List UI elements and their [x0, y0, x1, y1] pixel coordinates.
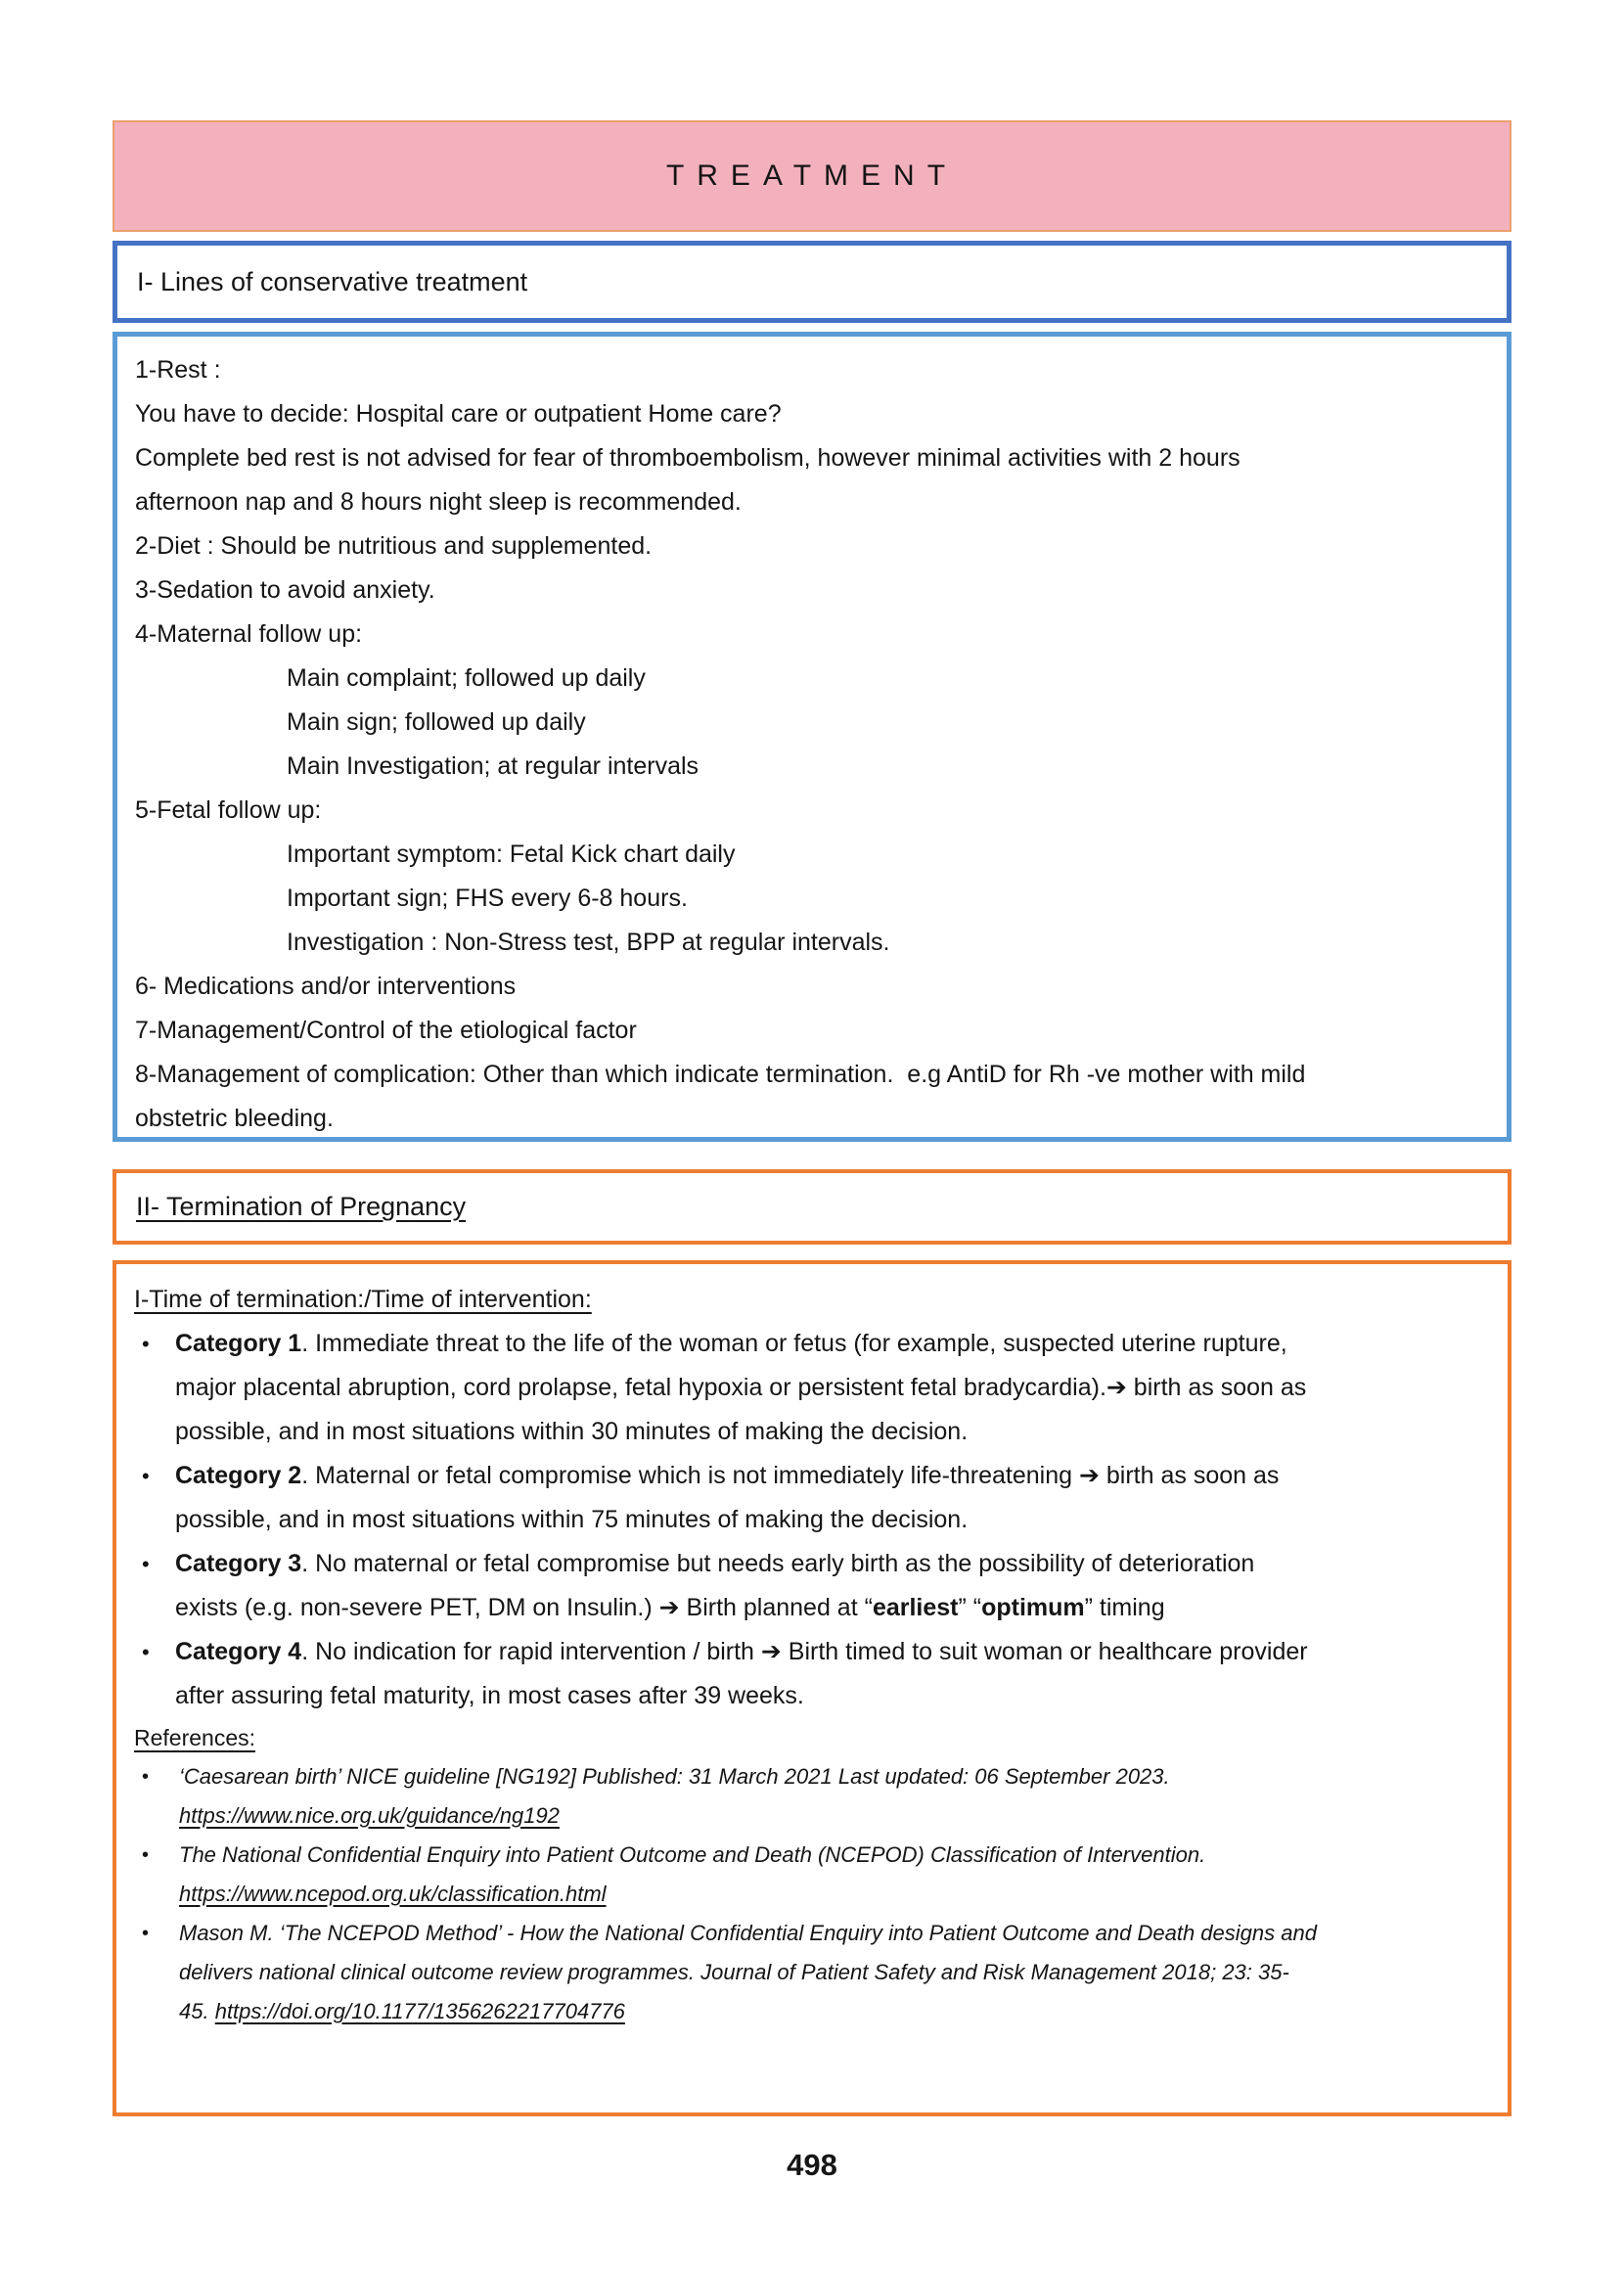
conservative-heading-box: [113, 241, 1511, 323]
category-line: [134, 1586, 1490, 1630]
category-line: [134, 1410, 1490, 1454]
reference-line: [134, 1796, 1490, 1836]
time-of-termination-subheading: I-Time of termination:/Time of intervention:: [134, 1286, 592, 1313]
termination-body-box: [113, 1260, 1511, 2116]
bullet-icon: •: [142, 1552, 150, 1576]
page-title: TREATMENT: [665, 159, 959, 192]
bullet-icon: •: [142, 1332, 150, 1356]
conservative-line: 1-Rest :: [135, 356, 221, 384]
text-segment: major placental abruption, cord prolapse, fetal hypoxia or persistent fetal bradycardia).➔ birth as soon as: [175, 1374, 1307, 1401]
bullet-icon: •: [142, 1464, 150, 1488]
bold-text: Category 1: [175, 1330, 302, 1357]
conservative-line: Main complaint; followed up daily: [287, 664, 646, 692]
reference-line: [134, 1875, 1490, 1914]
text-segment: delivers national clinical outcome review programmes. Journal of Patient Safety and Risk Management 2018; 23: 35-: [179, 1960, 1289, 1984]
bold-text: Category 2: [175, 1462, 302, 1489]
bold-text: optimum: [981, 1594, 1085, 1621]
text-segment: Mason M. ‘The NCEPOD Method’ - How the National Confidential Enquiry into Patient Outcome and Death designs and: [179, 1921, 1317, 1945]
bullet-icon: •: [142, 1923, 150, 1944]
conservative-line: 2-Diet : Should be nutritious and supplemented.: [135, 532, 653, 560]
reference-line: [134, 1914, 1490, 1953]
reference-line: [134, 1953, 1490, 1992]
category-line: [134, 1366, 1490, 1410]
text-segment: The National Confidential Enquiry into Patient Outcome and Death (NCEPOD) Classification of Intervention.: [179, 1842, 1206, 1867]
categories-list: [134, 1322, 1490, 1718]
conservative-line: afternoon nap and 8 hours night sleep is recommended.: [135, 488, 742, 516]
text-segment: . Maternal or fetal compromise which is not immediately life-threatening ➔ birth as soon as: [301, 1462, 1280, 1489]
bullet-icon: •: [142, 1844, 150, 1866]
termination-heading: II- Termination of Pregnancy: [136, 1192, 467, 1221]
text-segment: possible, and in most situations within 75 minutes of making the decision.: [175, 1506, 969, 1533]
text-segment: ‘Caesarean birth’ NICE guideline [NG192] Published: 31 March 2021 Last updated: 06 September 2023.: [179, 1764, 1170, 1789]
reference-line: [134, 1757, 1490, 1796]
reference-link[interactable]: https://doi.org/10.1177/1356262217704776: [214, 1999, 625, 2023]
conservative-line: Main sign; followed up daily: [287, 708, 586, 736]
conservative-line: 5-Fetal follow up:: [135, 796, 322, 824]
text-segment: . No indication for rapid intervention / birth ➔ Birth timed to suit woman or healthcare provider: [301, 1638, 1308, 1665]
reference-link[interactable]: https://www.nice.org.uk/guidance/ng192: [179, 1803, 560, 1828]
text-segment: possible, and in most situations within 30 minutes of making the decision.: [175, 1418, 969, 1445]
conservative-line: 8-Management of complication: Other than which indicate termination. e.g AntiD for Rh -ve mother with mild: [135, 1061, 1306, 1088]
conservative-body-box: [113, 332, 1511, 1142]
conservative-line: You have to decide: Hospital care or outpatient Home care?: [135, 400, 782, 428]
category-line: [134, 1674, 1490, 1718]
text-segment: 45.: [179, 1999, 215, 2023]
termination-heading-box: [113, 1169, 1511, 1245]
bullet-icon: •: [142, 1766, 150, 1788]
conservative-line: Complete bed rest is not advised for fear of thromboembolism, however minimal activities with 2 hours: [135, 444, 1241, 472]
references-label: References:: [134, 1725, 256, 1750]
bold-text: earliest: [872, 1594, 959, 1621]
conservative-line: obstetric bleeding.: [135, 1105, 334, 1132]
conservative-line: 3-Sedation to avoid anxiety.: [135, 576, 435, 604]
category-line: [134, 1322, 1490, 1366]
reference-line: [134, 1992, 1490, 2031]
conservative-line: Main Investigation; at regular intervals: [287, 752, 699, 780]
category-line: [134, 1454, 1490, 1498]
text-segment: . Immediate threat to the life of the woman or fetus (for example, suspected uterine rupture,: [301, 1330, 1287, 1357]
conservative-line: 6- Medications and/or interventions: [135, 973, 517, 1000]
bullet-icon: •: [142, 1640, 150, 1664]
treatment-banner: [113, 120, 1511, 232]
category-line: [134, 1498, 1490, 1542]
text-segment: after assuring fetal maturity, in most cases after 39 weeks.: [175, 1682, 804, 1709]
conservative-line: Important sign; FHS every 6-8 hours.: [287, 885, 688, 912]
conservative-line: 7-Management/Control of the etiological factor: [135, 1017, 637, 1044]
text-segment: . No maternal or fetal compromise but needs early birth as the possibility of deterioration: [301, 1550, 1255, 1577]
conservative-heading: I- Lines of conservative treatment: [137, 266, 528, 296]
text-segment: ” “: [958, 1594, 982, 1621]
document-page: [113, 120, 1511, 2116]
category-line: [134, 1630, 1490, 1674]
page-number: 498: [787, 2148, 837, 2182]
text-segment: ” timing: [1084, 1594, 1165, 1621]
bold-text: Category 4: [175, 1638, 302, 1665]
conservative-line: Important symptom: Fetal Kick chart daily: [287, 840, 736, 868]
conservative-line: Investigation : Non-Stress test, BPP at regular intervals.: [287, 929, 890, 956]
reference-link[interactable]: https://www.ncepod.org.uk/classification.html: [179, 1882, 607, 1906]
text-segment: exists (e.g. non-severe PET, DM on Insulin.) ➔ Birth planned at “: [175, 1594, 873, 1621]
references-list: [134, 1757, 1490, 2031]
bold-text: Category 3: [175, 1550, 302, 1577]
reference-line: [134, 1836, 1490, 1875]
category-line: [134, 1542, 1490, 1586]
conservative-line: 4-Maternal follow up:: [135, 620, 363, 648]
